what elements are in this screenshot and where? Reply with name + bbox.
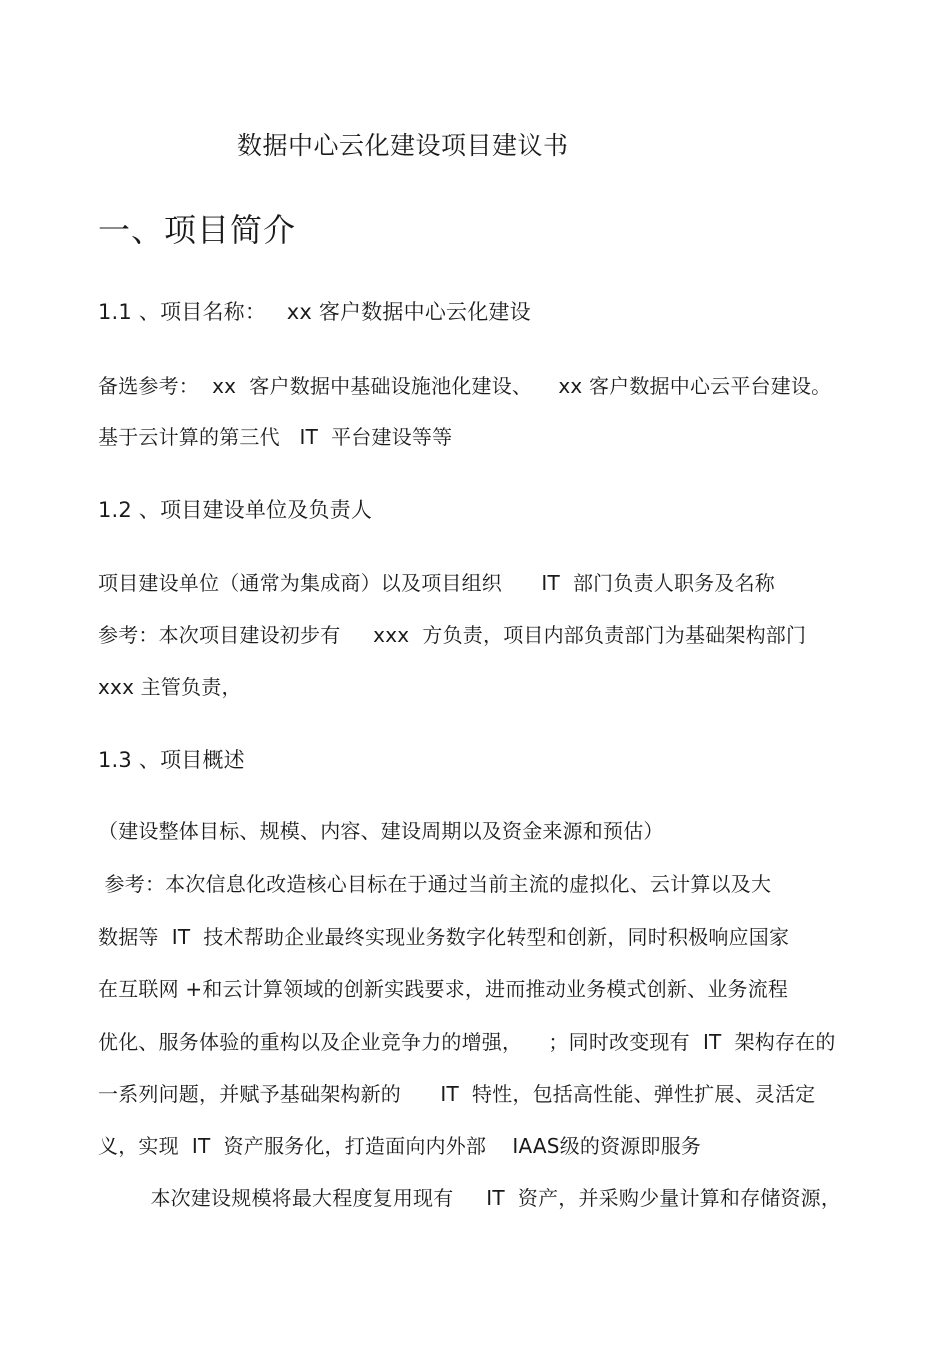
document-title: 数据中心云化建设项目建议书 xyxy=(237,131,569,160)
paragraph-line: 备选参考： xx 客户数据中基础设施池化建设、 xx 客户数据中心云平台建设。 xyxy=(98,374,832,398)
subsection-heading-1-3: 1.3 、项目概述 xyxy=(98,748,245,772)
paragraph-line: xxx 主管负责， xyxy=(98,675,242,699)
paragraph-line: 一系列问题，并赋予基础架构新的 IT 特性，包括高性能、弹性扩展、灵活定 xyxy=(98,1082,816,1106)
paragraph-line: 参考：本次项目建设初步有 xxx 方负责，项目内部负责部门为基础架构部门 xyxy=(98,623,807,647)
section-heading-project-intro: 一、项目简介 xyxy=(98,211,297,249)
paragraph-line: 在互联网 +和云计算领域的创新实践要求，进而推动业务模式创新、业务流程 xyxy=(98,977,789,1001)
paragraph-line: 基于云计算的第三代 IT 平台建设等等 xyxy=(98,425,453,449)
paragraph-line: 数据等 IT 技术帮助企业最终实现业务数字化转型和创新，同时积极响应国家 xyxy=(98,925,790,949)
paragraph-line: （建设整体目标、规模、内容、建设周期以及资金来源和预估） xyxy=(98,819,664,843)
paragraph-line: 本次建设规模将最大程度复用现有 IT 资产，并采购少量计算和存储资源， xyxy=(98,1186,842,1210)
subsection-heading-1-2: 1.2 、项目建设单位及负责人 xyxy=(98,498,373,522)
paragraph-line: 参考：本次信息化改造核心目标在于通过当前主流的虚拟化、云计算以及大 xyxy=(98,872,772,896)
paragraph-line: 优化、服务体验的重构以及企业竞争力的增强， ；同时改变现有 IT 架构存在的 xyxy=(98,1030,836,1054)
subsection-heading-1-1: 1.1 、项目名称： xx 客户数据中心云化建设 xyxy=(98,300,531,324)
paragraph-line: 项目建设单位（通常为集成商）以及项目组织 IT 部门负责人职务及名称 xyxy=(98,571,775,595)
paragraph-line: 义，实现 IT 资产服务化，打造面向内外部 IAAS级的资源即服务 xyxy=(98,1134,702,1158)
